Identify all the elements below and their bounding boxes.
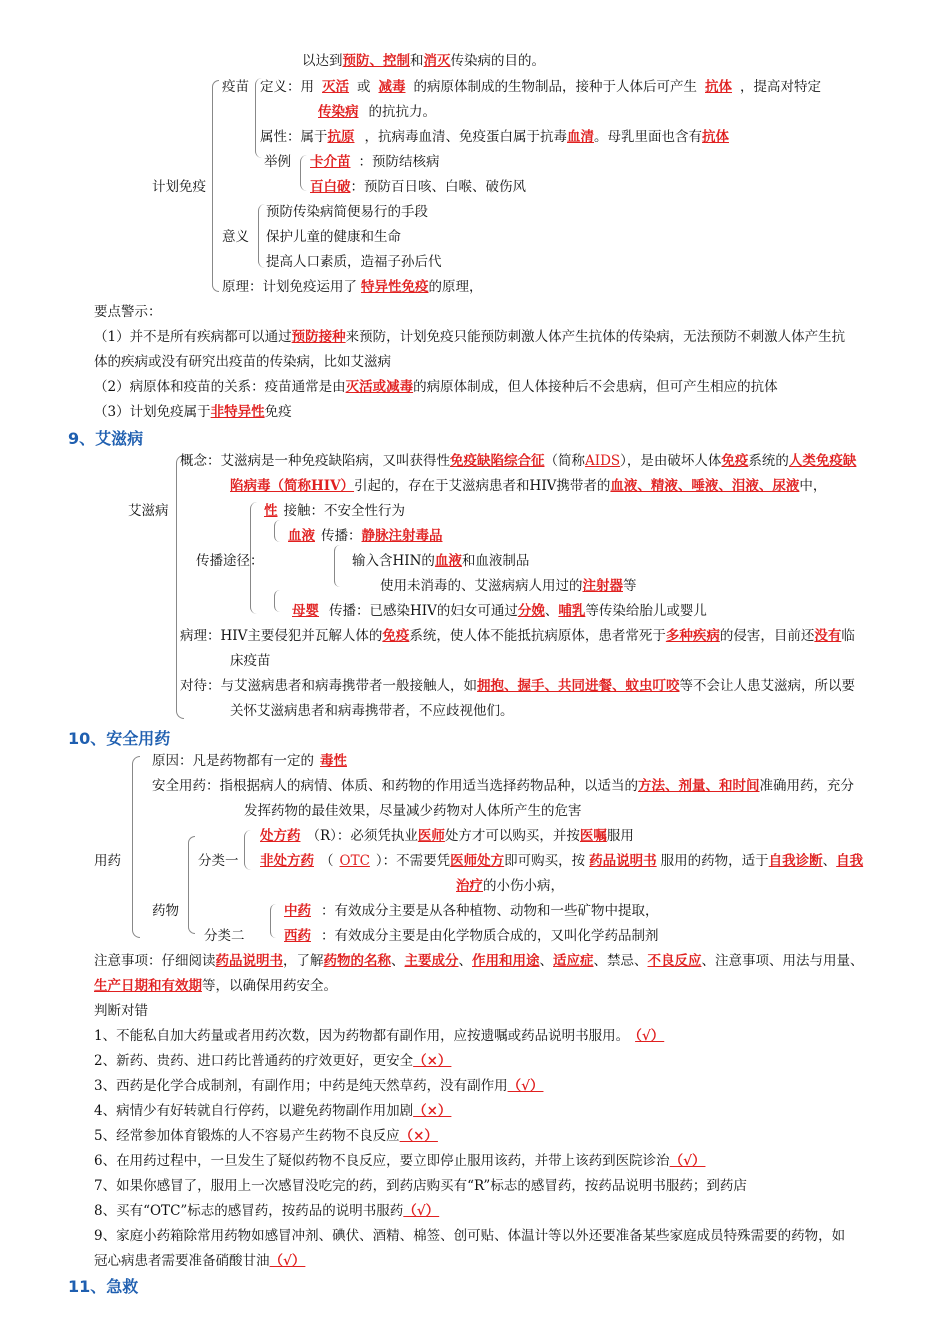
aids-pathology-cont: 床疫苗 — [230, 653, 271, 669]
judge-item: 3、西药是化学合成制剂，有副作用；中药是纯天然草药，没有副作用（√） — [94, 1078, 544, 1094]
meaning-brace — [258, 204, 265, 268]
warning-title: 要点警示： — [94, 304, 162, 320]
category-two-label: 分类二 — [204, 928, 245, 944]
drug-safe-use: 安全用药：指根据病人的病情、体质、和药物的作用适当选择药物品种，以适当的方法、剂量、和时间准确用药，充分 — [152, 778, 854, 794]
example-dtp: 百白破：预防百日咳、白喉、破伤风 — [310, 179, 526, 195]
drug-reason: 原因：凡是药物都有一定的 毒性 — [152, 753, 347, 769]
principle-line: 原理：计划免疫运用了 特异性免疫的原理， — [222, 279, 483, 295]
aids-label: 艾滋病 — [128, 503, 169, 519]
drug-label: 药物 — [152, 903, 179, 919]
section-heading-drugs: 10、安全用药 — [68, 729, 171, 748]
drug-safe-use-cont: 发挥药物的最佳效果，尽量减少药物对人体所产生的危害 — [244, 803, 582, 819]
drug-use-brace — [132, 756, 140, 938]
route-mother-infant: 母婴 传播：已感染HIV的妇女可通过分娩、哺乳等传染给胎儿或婴儿 — [292, 603, 707, 619]
planned-immunity-brace — [212, 80, 219, 292]
drug-brace — [188, 836, 195, 934]
judge-item: 2、新药、贵药、进口药比普通药的疗效更好，更安全（×） — [94, 1053, 452, 1069]
judge-title: 判断对错 — [94, 1003, 148, 1019]
route-blood-brace-small — [274, 520, 280, 542]
route-blood: 血液 传播：静脉注射毒品 — [288, 528, 443, 544]
example-brace — [300, 155, 307, 191]
warning-1: （1）并不是所有疾病都可以通过预防接种来预防，计划免疫只能预防刺激人体产生抗体的传染病，无法预防不刺激人体产生抗 — [94, 329, 846, 345]
route-label: 传播途径： — [196, 553, 264, 569]
meaning-label: 意义 — [222, 229, 249, 245]
vaccine-definition: 定义：用 灭活 或 减毒 的病原体制成的生物制品，接种于人体后可产生 抗体 ，提高对特定 — [260, 79, 821, 95]
route-transfusion: 输入含HIN的血液和血液制品 — [352, 553, 530, 569]
section-heading-aids: 9、艾滋病 — [68, 429, 144, 448]
judge-item: 5、经常参加体育锻炼的人不容易产生药物不良反应（×） — [94, 1128, 438, 1144]
section-heading-first-aid: 11、急救 — [68, 1277, 139, 1296]
prescription-drug: 处方药 （R）：必须凭执业医师处方才可以购买，并按医嘱服用 — [260, 828, 634, 844]
example-bcg: 卡介苗 ：预防结核病 — [310, 154, 440, 170]
aids-concept-cont: 陷病毒（简称HIV）引起的，存在于艾滋病患者和HIV携带者的血液、精液、唾液、泪液、尿液中， — [230, 478, 827, 494]
meaning-item: 提高人口素质，造福子孙后代 — [266, 254, 442, 270]
otc-drug: 非处方药 （ OTC ）：不需要凭医师处方即可购买，按 药品说明书 服用的药物，适于自我诊断、自我 — [260, 853, 864, 869]
vaccine-definition-cont: 传染病 的抗抗力。 — [318, 104, 436, 120]
judge-item: 1、不能私自加大药量或者用药次数，因为药物都有副作用，应按遗嘱或药品说明书服用。 （√） — [94, 1028, 665, 1044]
judge-item: 7、如果你感冒了，服用上一次感冒没吃完的药，到药店购买有“R”标志的感冒药，按药品说明书服药；到药店 — [94, 1178, 747, 1194]
judge-item: 8、买有“OTC”标志的感冒药，按药品的说明书服药（√） — [94, 1203, 440, 1219]
judge-item-9: 9、家庭小药箱除常用药物如感冒冲剂、碘伏、酒精、棉签、创可贴、体温计等以外还要准备某些家庭成员特殊需要的药物，如 — [94, 1228, 846, 1244]
vaccine-property: 属性：属于抗原 ，抗病毒血清、免疫蛋白属于抗毒血清。母乳里面也含有抗体 — [260, 129, 729, 145]
route-syringe: 使用未消毒的、艾滋病病人用过的注射器等 — [380, 578, 637, 594]
route-blood-brace — [334, 545, 340, 587]
western-medicine: 西药 ：有效成分主要是由化学物质合成的，又叫化学药品制剂 — [284, 928, 659, 944]
category-one-brace — [244, 830, 251, 870]
aids-pathology: 病理：HIV主要侵犯并瓦解人体的免疫系统，使人体不能抵抗病原体，患者常死于多种疾病的侵害，目前还没有临 — [180, 628, 855, 644]
category-two-brace — [270, 904, 276, 938]
vaccine-purpose-line: 以达到预防、控制和消灭传染病的目的。 — [302, 53, 545, 69]
drug-use-label: 用药 — [94, 853, 121, 869]
drug-notice-cont: 生产日期和有效期等，以确保用药安全。 — [94, 978, 337, 994]
planned-immunity-label: 计划免疫 — [152, 179, 206, 195]
aids-concept: 概念：艾滋病是一种免疫缺陷病，又叫获得性免疫缺陷综合征（简称AIDS），是由破坏人体免疫系统的人类免疫缺 — [180, 453, 857, 469]
route-sexual: 性 接触：不安全性行为 — [264, 503, 405, 519]
meaning-item: 预防传染病简便易行的手段 — [266, 204, 428, 220]
otc-drug-cont: 治疗的小伤小病， — [456, 878, 564, 894]
warning-3: （3）计划免疫属于非特异性免疫 — [94, 404, 292, 420]
judge-item-9-cont: 冠心病患者需要准备硝酸甘油（√） — [94, 1253, 306, 1269]
route-brace — [250, 502, 257, 614]
judge-item: 6、在用药过程中，一旦发生了疑似药物不良反应，要立即停止服用该药，并带上该药到医院诊治（√） — [94, 1153, 706, 1169]
judge-item: 4、病情少有好转就自行停药，以避免药物副作用加剧（×） — [94, 1103, 452, 1119]
drug-notice: 注意事项：仔细阅读药品说明书，了解药物的名称、主要成分、作用和用途、适应症、禁忌、不良反应、注意事项、用法与用量、 — [94, 953, 864, 969]
category-one-label: 分类一 — [198, 853, 239, 869]
chinese-medicine: 中药 ：有效成分主要是从各种植物、动物和一些矿物中提取， — [284, 903, 659, 919]
route-mother-brace — [274, 590, 280, 612]
warning-1-cont: 体的疾病或没有研究出疫苗的传染病，比如艾滋病 — [94, 354, 391, 370]
warning-2: （2）病原体和疫苗的关系：疫苗通常是由灭活或减毒的病原体制成，但人体接种后不会患病，但可产生相应的抗体 — [94, 379, 778, 395]
vaccine-label: 疫苗 — [222, 79, 249, 95]
example-label: 举例 — [264, 154, 291, 170]
aids-attitude-cont: 关怀艾滋病患者和病毒携带者，不应歧视他们。 — [230, 703, 514, 719]
meaning-item: 保护儿童的健康和生命 — [266, 229, 401, 245]
aids-attitude: 对待：与艾滋病患者和病毒携带者一般接触人，如拥抱、握手、共同进餐、蚊虫叮咬等不会让人患艾滋病，所以要 — [180, 678, 855, 694]
